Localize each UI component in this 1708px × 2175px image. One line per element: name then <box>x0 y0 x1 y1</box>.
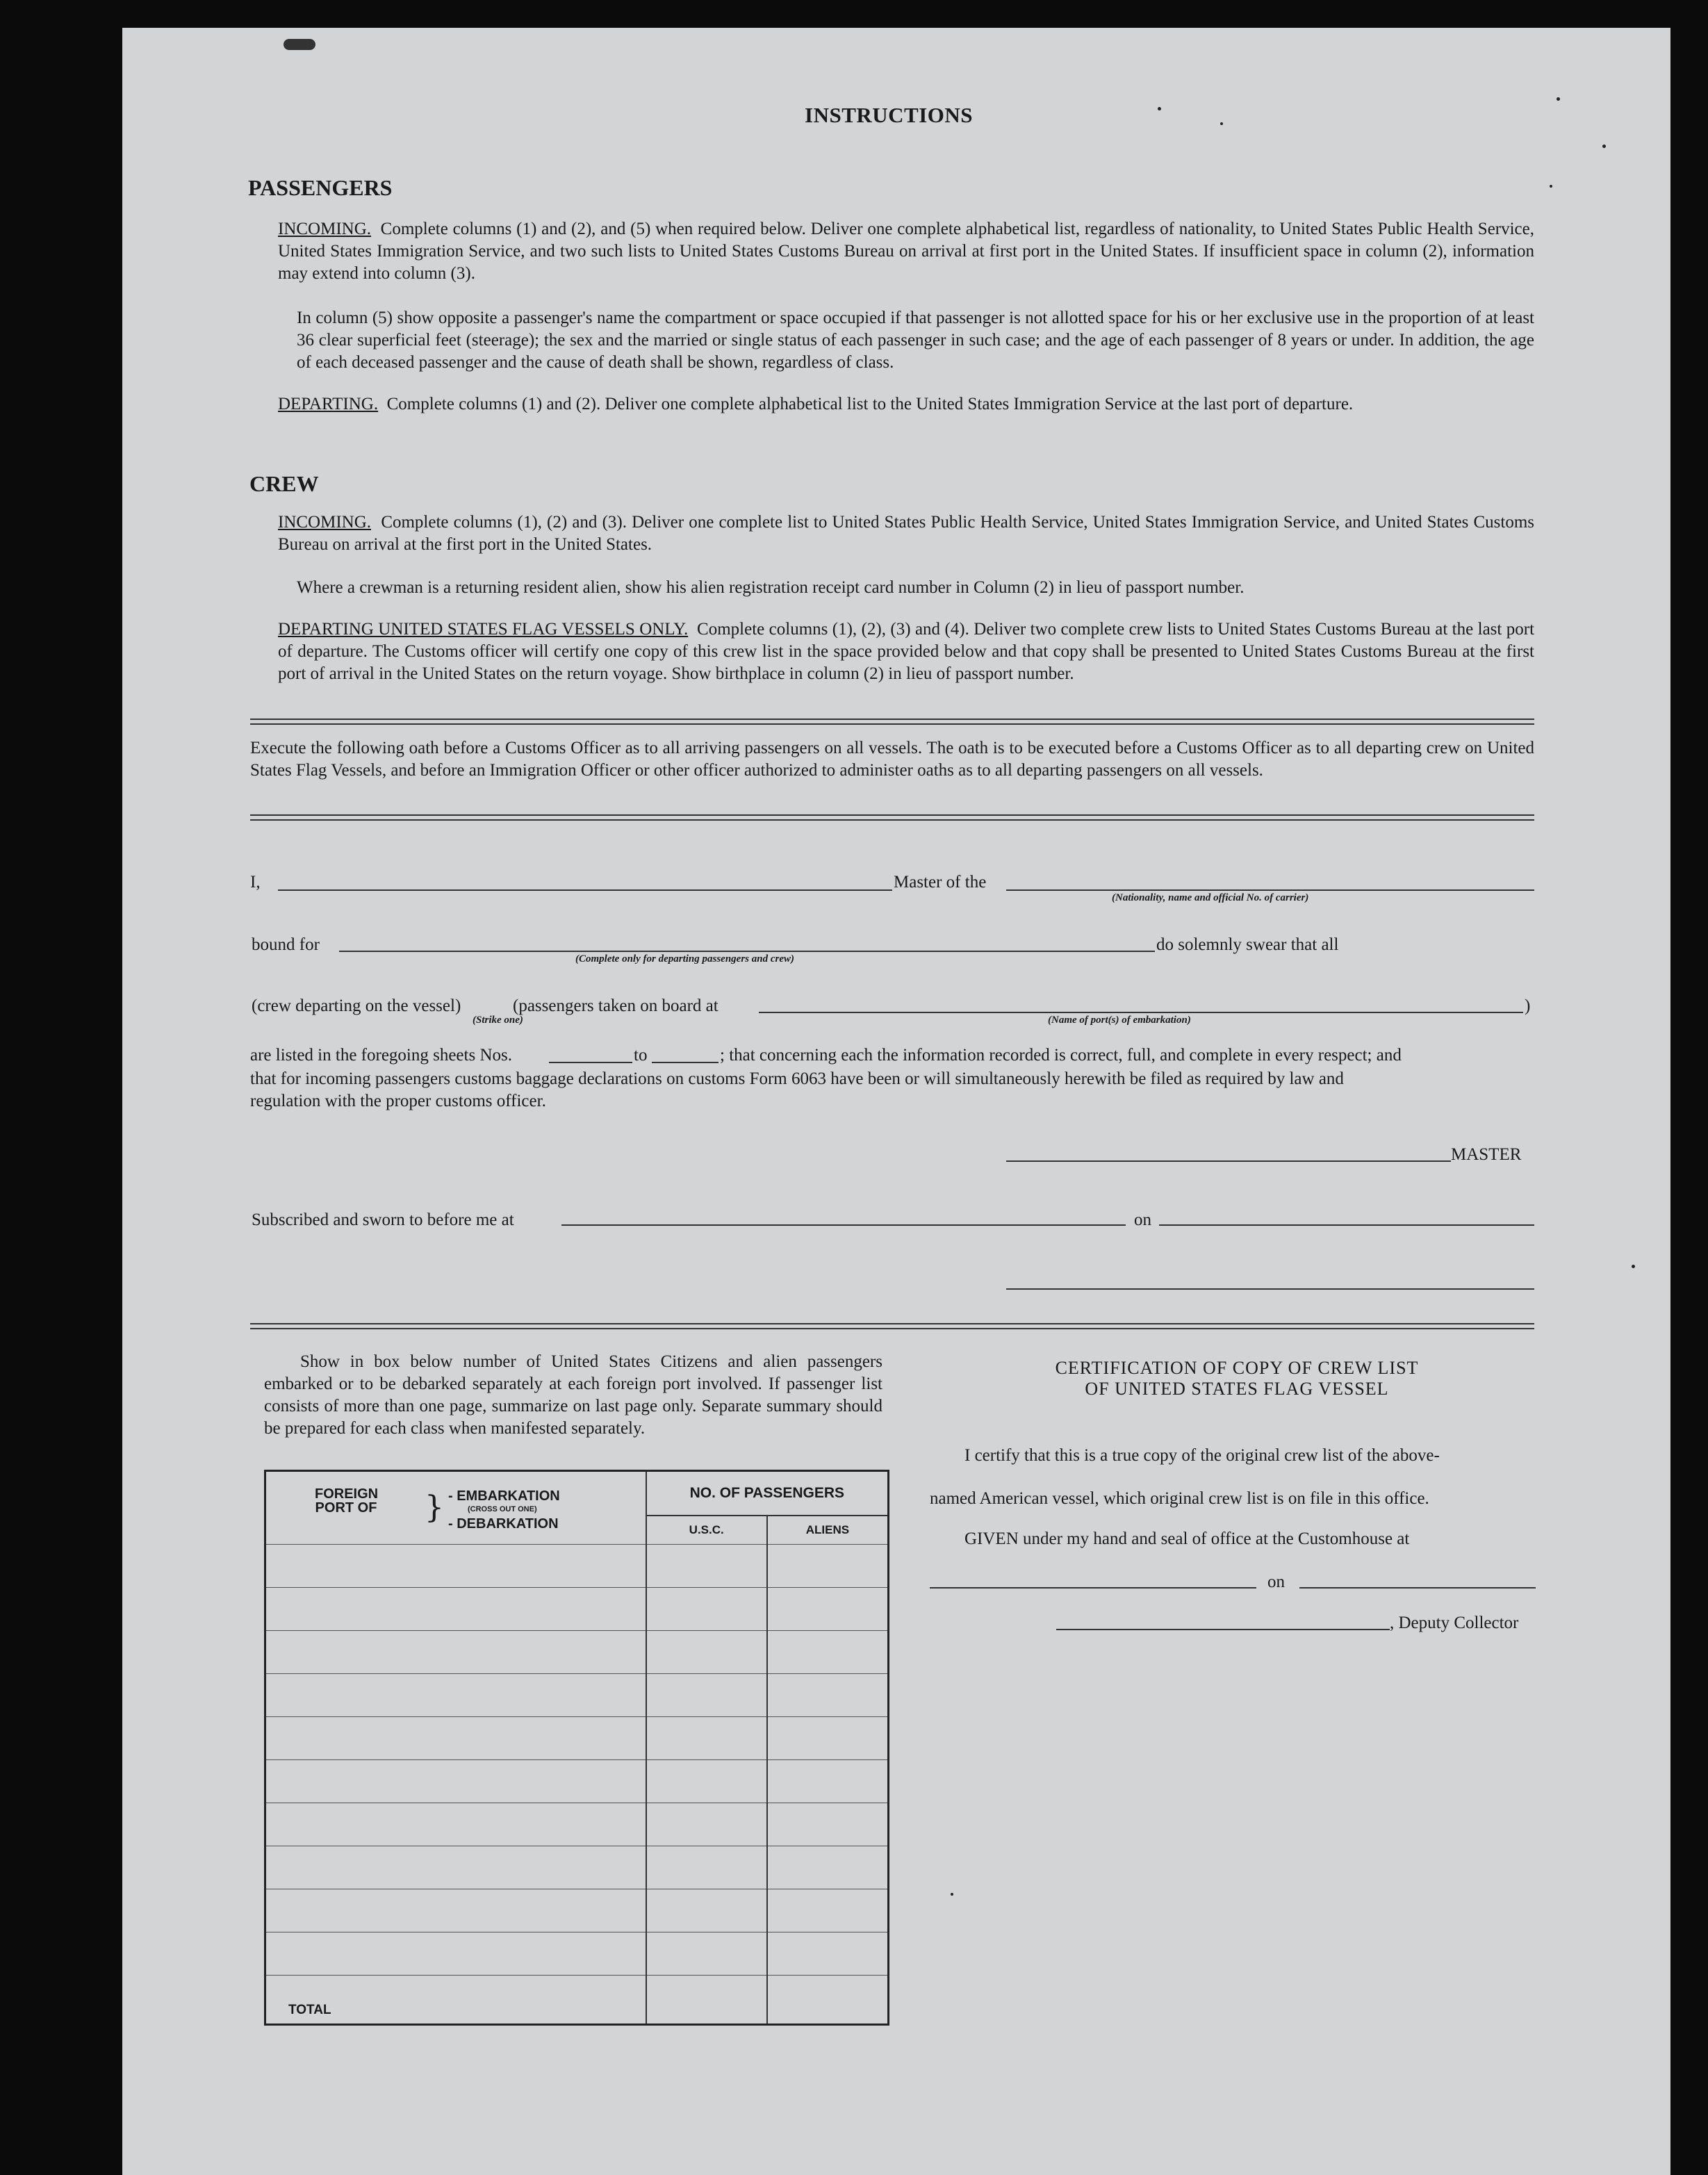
ports-hint: (Name of port(s) of embarkation) <box>1048 1015 1191 1026</box>
carrier-hint: (Nationality, name and official No. of carrier) <box>1112 892 1309 903</box>
aliens-cell[interactable] <box>767 1545 889 1588</box>
oath-subscribed: Subscribed and sworn to before me at <box>252 1210 514 1229</box>
master-signature-field[interactable] <box>1006 1160 1451 1162</box>
usc-total-cell[interactable] <box>646 1976 767 2025</box>
summary-instructions: Show in box below number of United States Citizens and alien passengers embarked or to be debarked separately at each foreign port involved. If passenger list consists of more than one page, summarize on last page only. Separate summary should be prepared for each class when manifested separately. <box>264 1352 882 1438</box>
passengers-heading: PASSENGERS <box>248 175 393 200</box>
foreign-port-label: FOREIGN PORT OF <box>315 1486 379 1516</box>
crew-incoming-lead: INCOMING. <box>278 513 372 532</box>
oath-crew-departing: (crew departing on the vessel) <box>252 996 461 1015</box>
oath-listed-in: are listed in the foregoing sheets Nos. <box>250 1046 512 1065</box>
scan-speck <box>951 1893 953 1896</box>
oath-close-paren: ) <box>1525 996 1531 1015</box>
oath-statement-3: regulation with the proper customs officer. <box>250 1092 546 1110</box>
double-rule <box>250 719 1534 725</box>
sheet-to-field[interactable] <box>652 1062 718 1063</box>
customhouse-field[interactable] <box>930 1587 1256 1589</box>
port-cell[interactable] <box>265 1631 646 1674</box>
passenger-summary-table <box>264 1470 889 2026</box>
embarkation-label: - EMBARKATION <box>448 1488 560 1504</box>
usc-cell[interactable] <box>646 1674 767 1717</box>
certification-line-2: named American vessel, which original crew list is on file in this office. <box>930 1489 1429 1508</box>
bound-for-field[interactable] <box>339 951 1155 952</box>
scan-speck <box>1557 97 1560 101</box>
strike-one-hint: (Strike one) <box>473 1015 523 1026</box>
port-cell[interactable] <box>265 1545 646 1588</box>
foreign-port-header <box>265 1471 646 1545</box>
certification-line-3: GIVEN under my hand and seal of office at the Customhouse at <box>964 1529 1410 1548</box>
aliens-total-cell[interactable] <box>767 1976 889 2025</box>
oath-master-of-the: Master of the <box>894 873 987 892</box>
oath-intro-paragraph: Execute the following oath before a Customs Officer as to all arriving passengers on all vessels. The oath is to be executed before a Customs Officer as to all departing crew on United States Flag Vessels, and before an Immigration Officer or other officer authorized to administer oaths as to all departing passengers on all vessels. <box>250 739 1534 780</box>
usc-header: U.S.C. <box>646 1516 767 1545</box>
scan-speck <box>1602 145 1606 148</box>
debarkation-label: - DEBARKATION <box>448 1516 559 1532</box>
passengers-departing-paragraph <box>278 393 1534 416</box>
aliens-cell[interactable] <box>767 1803 889 1846</box>
sheet-from-field[interactable] <box>549 1062 632 1063</box>
passengers-incoming-lead: INCOMING. <box>278 220 372 238</box>
oath-statement-1: ; that concerning each the information recorded is correct, full, and complete in every respect; and <box>720 1046 1402 1065</box>
scan-speck <box>1550 185 1552 188</box>
port-cell[interactable] <box>265 1717 646 1760</box>
no-of-passengers-header: NO. OF PASSENGERS <box>646 1471 889 1516</box>
port-cell[interactable] <box>265 1674 646 1717</box>
usc-cell[interactable] <box>646 1545 767 1588</box>
deputy-signature-field[interactable] <box>1056 1629 1390 1630</box>
oath-bound-for: bound for <box>252 935 320 954</box>
port-cell[interactable] <box>265 1588 646 1631</box>
embarkation-port-field[interactable] <box>759 1012 1523 1013</box>
total-label: TOTAL <box>265 1976 646 2025</box>
usc-cell[interactable] <box>646 1588 767 1631</box>
scan-speck <box>1632 1265 1635 1268</box>
aliens-cell[interactable] <box>767 1631 889 1674</box>
aliens-cell[interactable] <box>767 1588 889 1631</box>
certification-title-1: CERTIFICATION OF COPY OF CREW LIST <box>1055 1358 1419 1378</box>
crew-departing-paragraph <box>278 618 1534 685</box>
page-title: INSTRUCTIONS <box>805 103 974 127</box>
crew-incoming-paragraph <box>278 511 1534 556</box>
cross-out-one-label: (CROSS OUT ONE) <box>468 1505 537 1513</box>
crew-incoming-text: Complete columns (1), (2) and (3). Deliver one complete list to United States Public Health Service, United States Immigration Service, and United States Customs Bureau on arrival at the first port in the United States. <box>278 513 1534 554</box>
port-cell[interactable] <box>265 1760 646 1803</box>
port-cell[interactable] <box>265 1889 646 1932</box>
port-cell[interactable] <box>265 1846 646 1889</box>
usc-cell[interactable] <box>646 1846 767 1889</box>
passengers-incoming-paragraph <box>278 218 1534 285</box>
scan-speck <box>1220 122 1223 125</box>
usc-cell[interactable] <box>646 1803 767 1846</box>
oath-to: to <box>634 1046 648 1065</box>
crew-departing-text: Complete columns (1), (2), (3) and (4). Deliver two complete crew lists to United States Customs Bureau at the last port of departure. The Customs officer will certify one copy of this crew list in the space provided below and that copy shall be presented to United States Customs Bureau at the first port of arrival in the United States on the return voyage. Show birthplace in column (2) in lieu of passport number. <box>278 620 1535 683</box>
carrier-field[interactable] <box>1006 889 1534 891</box>
certification-title-2: OF UNITED STATES FLAG VESSEL <box>1085 1379 1389 1399</box>
officer-signature-field[interactable] <box>1006 1288 1534 1290</box>
passengers-departing-lead: DEPARTING. <box>278 395 379 413</box>
crew-heading: CREW <box>249 471 319 496</box>
brace-icon: } <box>425 1490 444 1525</box>
sworn-date-field[interactable] <box>1159 1224 1534 1226</box>
sworn-place-field[interactable] <box>561 1224 1126 1226</box>
deputy-collector-label: , Deputy Collector <box>1390 1614 1519 1632</box>
scan-blot <box>284 39 315 50</box>
usc-cell[interactable] <box>646 1932 767 1976</box>
oath-passengers-taken: (passengers taken on board at <box>513 996 718 1015</box>
bound-hint: (Complete only for departing passengers and crew) <box>575 953 794 965</box>
double-rule <box>250 814 1534 821</box>
certification-line-1: I certify that this is a true copy of the original crew list of the above- <box>964 1446 1440 1465</box>
oath-swear: do solemnly swear that all <box>1156 935 1339 954</box>
port-cell[interactable] <box>265 1803 646 1846</box>
aliens-cell[interactable] <box>767 1932 889 1976</box>
oath-master-label: MASTER <box>1451 1145 1522 1164</box>
oath-i-label: I, <box>250 873 261 892</box>
aliens-cell[interactable] <box>767 1760 889 1803</box>
passengers-departing-text: Complete columns (1) and (2). Deliver one complete alphabetical list to the United States Immigration Service at the last port of departure. <box>386 395 1354 413</box>
aliens-cell[interactable] <box>767 1846 889 1889</box>
passengers-incoming-text: Complete columns (1) and (2), and (5) when required below. Deliver one complete alphabetical list, regardless of nationality, to United States Public Health Service, United States Immigration Service, and two such lists to United States Customs Bureau on arrival at first port in the United States. If insufficient space in column (2), information may extend into column (3). <box>278 220 1535 283</box>
port-cell[interactable] <box>265 1932 646 1976</box>
certification-date-field[interactable] <box>1299 1587 1536 1589</box>
oath-statement-2: that for incoming passengers customs baggage declarations on customs Form 6063 have been or will simultaneously herewith be filed as required by law and <box>250 1069 1344 1088</box>
double-rule <box>250 1323 1534 1329</box>
crew-resident-paragraph: Where a crewman is a returning resident alien, show his alien registration receipt card number in Column (2) in lieu of passport number. <box>297 578 1245 597</box>
oath-on-label: on <box>1134 1210 1151 1229</box>
certification-on-label: on <box>1267 1573 1285 1591</box>
usc-cell[interactable] <box>646 1631 767 1674</box>
aliens-cell[interactable] <box>767 1717 889 1760</box>
scan-speck <box>1158 107 1161 110</box>
aliens-header: ALIENS <box>767 1516 889 1545</box>
master-name-field[interactable] <box>278 889 892 891</box>
usc-cell[interactable] <box>646 1760 767 1803</box>
usc-cell[interactable] <box>646 1889 767 1932</box>
crew-departing-lead: DEPARTING UNITED STATES FLAG VESSELS ONLY. <box>278 620 689 639</box>
aliens-cell[interactable] <box>767 1889 889 1932</box>
passengers-column5-paragraph: In column (5) show opposite a passenger's name the compartment or space occupied if that passenger is not allotted space for his or her exclusive use in the proportion of at least 36 clear superficial feet (steerage); the sex and the married or single status of each passenger in such case; and the age of each passenger of 8 years or under. In addition, the age of each deceased passenger and the cause of death shall be shown, regardless of class. <box>297 309 1534 372</box>
usc-cell[interactable] <box>646 1717 767 1760</box>
aliens-cell[interactable] <box>767 1674 889 1717</box>
